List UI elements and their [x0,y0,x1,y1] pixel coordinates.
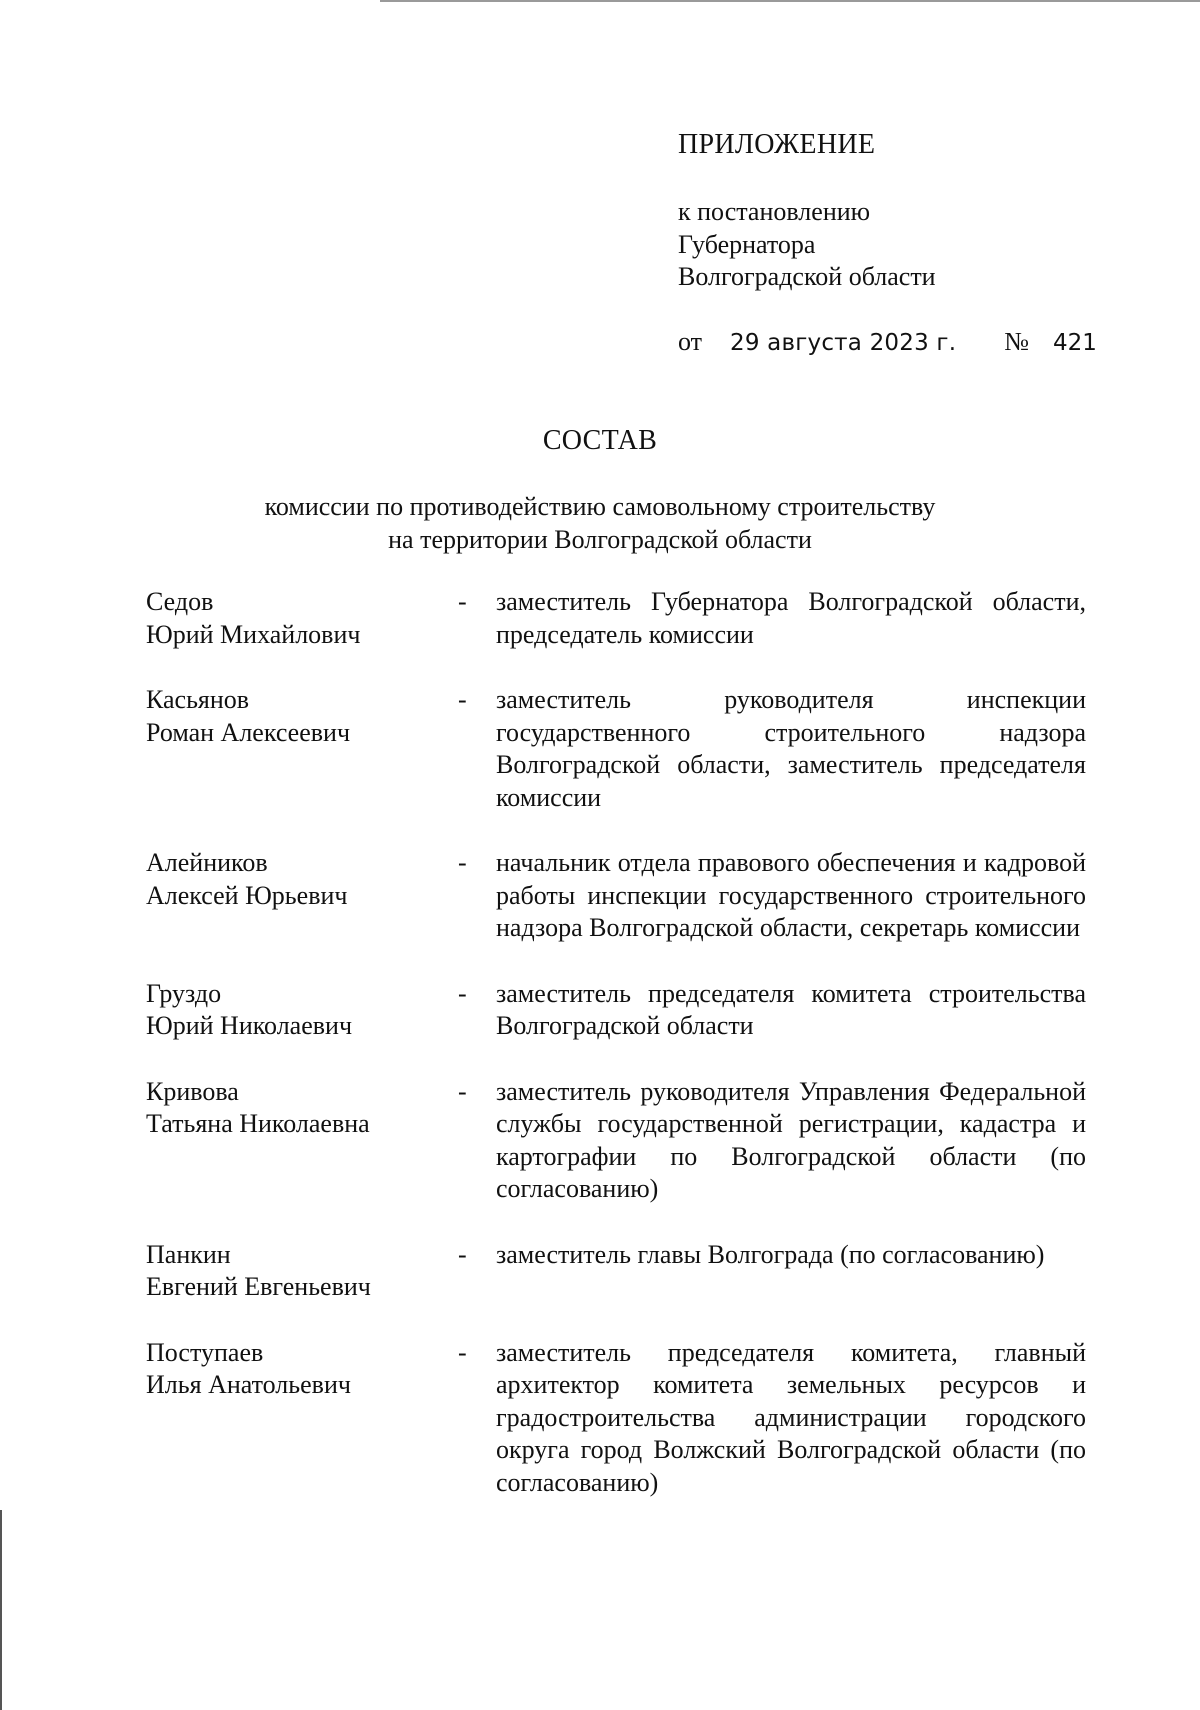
member-dash: - [458,848,467,877]
member-surname: Касьянов [146,685,250,714]
decree-date: 29 августа 2023 г. [730,329,957,356]
member-surname: Груздо [146,978,222,1008]
subtitle-line-1: комиссии по противодействию самовольному строительству [264,492,936,521]
member-given-names: Илья Анатольевич [146,1370,351,1399]
member-dash: - [458,1076,467,1106]
appendix-title: ПРИЛОЖЕНИЕ [678,129,876,160]
member-dash: - [458,978,467,1008]
member-name [146,586,446,651]
member-name [146,1076,446,1141]
document-subtitle [200,491,1000,556]
member-role: заместитель руководителя инспекции государственного строительного надзора Волгоградской области, заместитель председателя комиссии [496,685,1086,812]
member-name [146,978,446,1043]
member-given-names: Юрий Николаевич [146,1011,353,1040]
member-given-names: Юрий Михайлович [146,619,361,649]
document-title: СОСТАВ [542,425,658,456]
member-row [146,684,1086,814]
member-role: заместитель руководителя Управления Федеральной службы государственной регистрации, кадастра и картографии по Волгоградской области (по согласованию) [496,1076,1086,1203]
decree-number: 421 [1053,329,1097,356]
member-dash: - [458,587,467,616]
member-row [146,1337,1086,1500]
subtitle-line-2: на территории Волгоградской области [388,524,812,554]
member-role: заместитель Губернатора Волгоградской области, председатель комиссии [496,587,1086,649]
scan-border-top [380,0,1200,2]
member-name [146,847,446,912]
date-prefix: от [678,326,703,356]
member-name [146,684,446,749]
member-given-names: Алексей Юрьевич [146,880,348,910]
decree-date-line [678,326,1158,359]
member-dash: - [458,685,467,714]
member-role: заместитель главы Волгограда (по согласованию) [496,1239,1045,1269]
appendix-reference [678,196,1158,294]
member-row [146,586,1086,651]
member-name [146,1337,446,1402]
appendix-header [678,128,1158,359]
member-surname: Поступаев [146,1337,264,1367]
member-given-names: Татьяна Николаевна [146,1109,370,1138]
member-role: начальник отдела правового обеспечения и кадровой работы инспекции государственного строительного надзора Волгоградской области, секретарь комиссии [496,848,1086,942]
appendix-ref-line-1: к постановлению [678,197,871,226]
member-dash: - [458,1239,467,1269]
member-role: заместитель председателя комитета строительства Волгоградской области [496,978,1086,1040]
member-row [146,1239,1086,1304]
member-given-names: Евгений Евгеньевич [146,1272,371,1301]
member-surname: Алейников [146,848,268,877]
number-label: № [1004,326,1030,356]
member-surname: Седов [146,587,214,616]
commission-member-list [146,586,1086,1532]
appendix-ref-line-3: Волгоградской области [678,262,936,291]
member-surname: Кривова [146,1076,239,1106]
member-row [146,847,1086,945]
member-given-names: Роман Алексеевич [146,717,351,747]
member-role: заместитель председателя комитета, главный архитектор комитета земельных ресурсов и градостроительства администрации городского округа город Волжский Волгоградской области (по согласованию) [496,1337,1086,1497]
member-row [146,978,1086,1043]
member-surname: Панкин [146,1239,231,1269]
member-dash: - [458,1337,467,1367]
scan-border-left [0,1510,2,1710]
appendix-ref-line-2: Губернатора [678,229,816,259]
member-name [146,1239,446,1304]
member-row [146,1076,1086,1206]
